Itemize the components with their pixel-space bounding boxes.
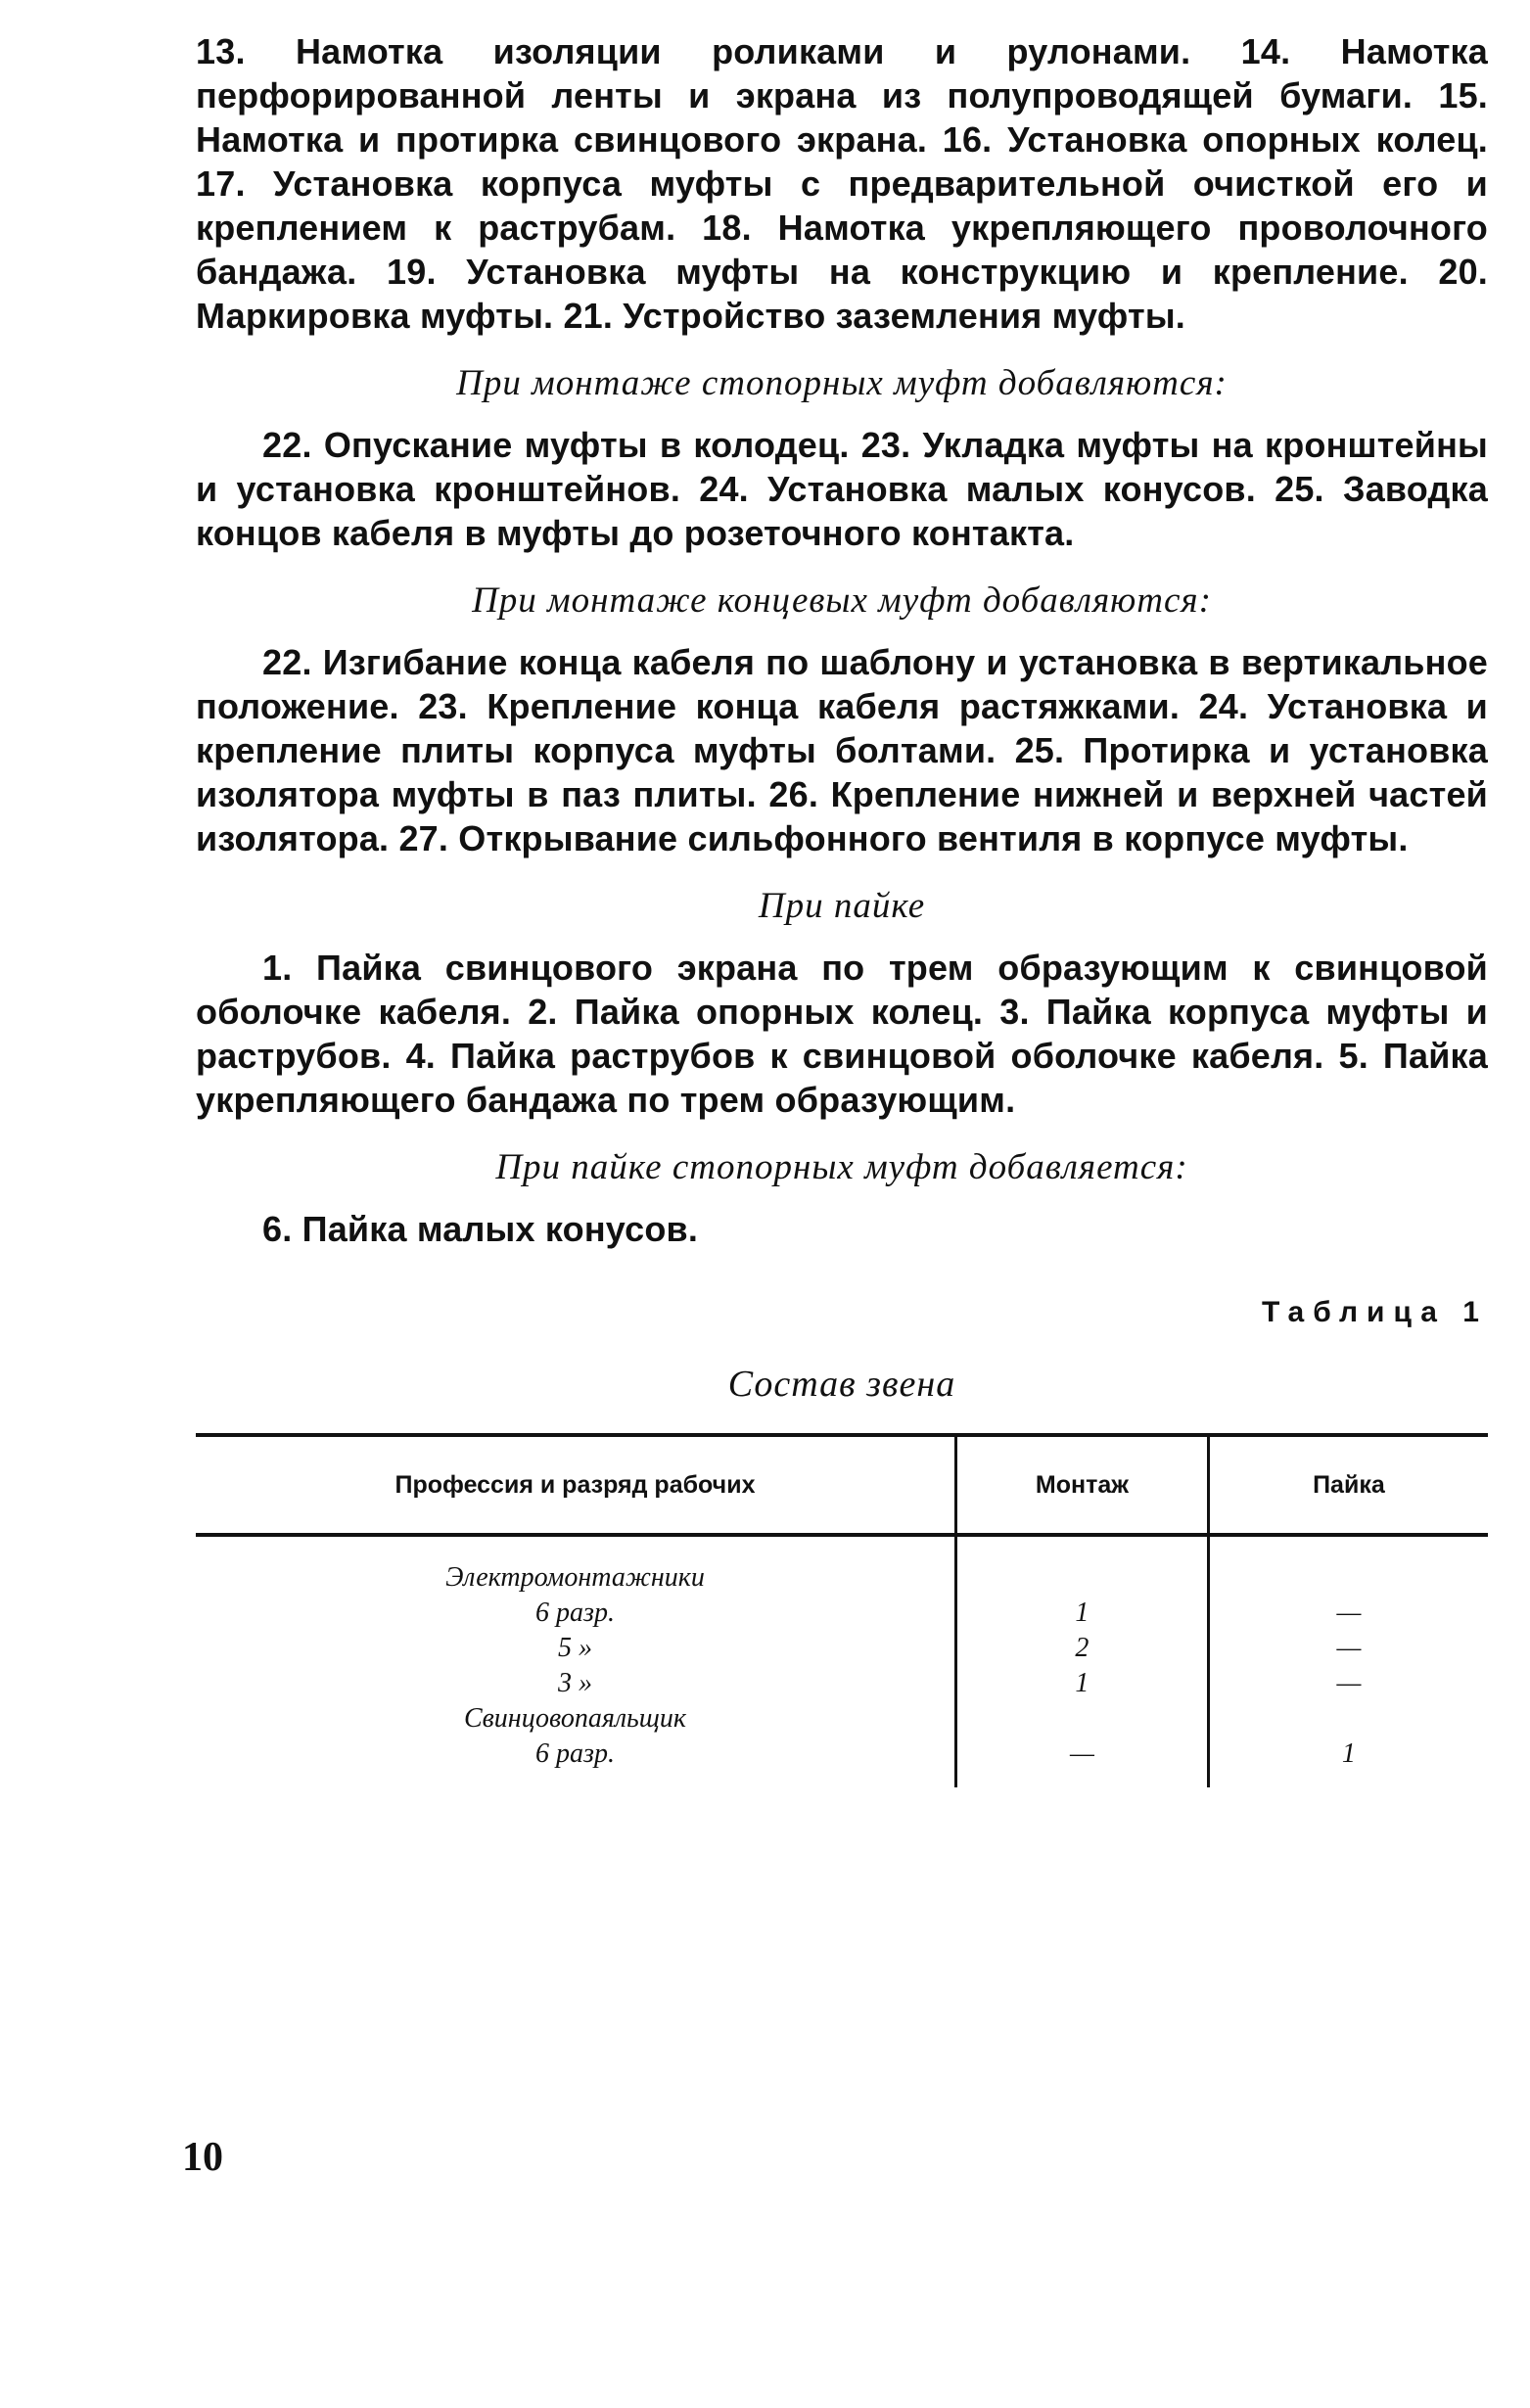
profession-line: 5 » bbox=[558, 1633, 592, 1663]
soldering-value bbox=[1210, 1701, 1488, 1737]
profession-line: 6 разр. bbox=[535, 1738, 615, 1769]
mounting-value bbox=[957, 1701, 1207, 1737]
mounting-value: 1 bbox=[1075, 1668, 1090, 1698]
document-page bbox=[196, 29, 1488, 1787]
table-header-row bbox=[196, 1435, 1488, 1535]
profession-line: 6 разр. bbox=[535, 1598, 615, 1628]
soldering-paragraph: 1. Пайка свинцового экрана по трем образующим к свинцовой оболочке кабеля. 2. Пайка опорных колец. 3. Пайка корпуса муфты и раструбов. 4. Пайка раструбов к свинцовой оболочке кабеля. 5. Пайка укрепляющего бандажа по трем образующим. bbox=[196, 948, 1488, 1120]
header-profession: Профессия и разряд рабочих bbox=[196, 1435, 956, 1535]
page-number: 10 bbox=[182, 2135, 223, 2180]
intro-paragraph: 13. Намотка изоляции роликами и рулонами. 14. Намотка перфорированной ленты и экрана из полупроводящей бумаги. 15. Намотка и протирка свинцового экрана. 16. Установка опорных колец. 17. Установка корпуса муфты с предварительной очисткой его и креплением к раструбам. 18. Намотка укрепляющего проволочного бандажа. 19. Установка муфты на конструкцию и крепление. 20. Маркировка муфты. 21. Устройство заземления муфты. bbox=[196, 31, 1488, 336]
soldering-value: 1 bbox=[1341, 1738, 1356, 1769]
stop-couplings-paragraph: 22. Опускание муфты в колодец. 23. Укладка муфты на кронштейны и установка кронштейнов. 24. Установка малых конусов. 25. Заводка концов кабеля в муфты до розеточного контакта. bbox=[196, 425, 1488, 553]
soldering-heading: При пайке bbox=[758, 886, 926, 926]
end-couplings-paragraph: 22. Изгибание конца кабеля по шаблону и установка в вертикальное положение. 23. Крепление конца кабеля растяжками. 24. Установка и крепление плиты корпуса муфты болтами. 25. Протирка и установка изолятора муфты в паз плиты. 26. Крепление нижней и верхней частей изолятора. 27. Открывание сильфонного вентиля в корпусе муфты. bbox=[196, 642, 1488, 858]
mounting-value: 1 bbox=[1075, 1598, 1090, 1628]
stop-soldering-heading: При пайке стопорных муфт добавляется: bbox=[495, 1147, 1188, 1187]
table-label: Таблица 1 bbox=[1261, 1296, 1488, 1328]
stop-couplings-heading: При монтаже стопорных муфт добавляются: bbox=[456, 363, 1228, 403]
table-title: Состав звена bbox=[727, 1364, 956, 1405]
soldering-value: — bbox=[1336, 1633, 1362, 1663]
end-couplings-heading: При монтаже концевых муфт добавляются: bbox=[472, 580, 1212, 621]
crew-table bbox=[196, 1433, 1488, 1787]
table-row bbox=[196, 1535, 1488, 1787]
mounting-cell bbox=[956, 1535, 1209, 1787]
mounting-value bbox=[957, 1560, 1207, 1596]
stop-soldering-paragraph: 6. Пайка малых конусов. bbox=[262, 1209, 699, 1249]
header-mounting: Монтаж bbox=[956, 1435, 1209, 1535]
soldering-value bbox=[1210, 1560, 1488, 1596]
profession-line: 3 » bbox=[558, 1668, 592, 1698]
soldering-value: — bbox=[1336, 1598, 1362, 1628]
profession-line: Свинцовопаяльщик bbox=[463, 1703, 687, 1734]
header-soldering: Пайка bbox=[1208, 1435, 1488, 1535]
soldering-value: — bbox=[1336, 1668, 1362, 1698]
profession-line: Электромонтажники bbox=[445, 1562, 705, 1593]
soldering-cell bbox=[1208, 1535, 1488, 1787]
profession-cell bbox=[196, 1535, 956, 1787]
mounting-value: 2 bbox=[1075, 1633, 1090, 1663]
mounting-value: — bbox=[1069, 1738, 1094, 1769]
